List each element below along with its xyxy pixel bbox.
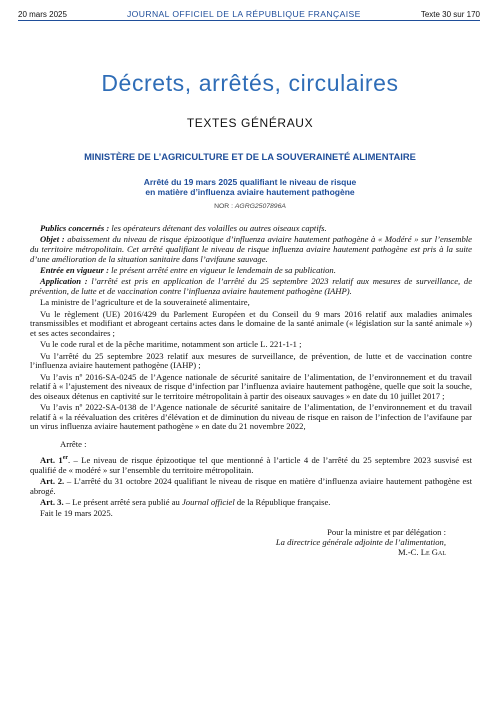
article-3-journal: Journal officiel: [181, 497, 235, 508]
visa-paragraph: Vu l’arrêté du 25 septembre 2023 relatif aux mesures de surveillance, de prévention, de lutte et de vaccination contre l’influenza aviaire hautement pathogène (IAHP) ;: [30, 350, 472, 371]
publics-text: les opérateurs détenant des volailles ou autres oiseaux captifs.: [109, 223, 327, 233]
publics-paragraph: [30, 224, 472, 234]
article-3: [30, 498, 472, 508]
article-1-label: Art. 1: [40, 455, 63, 466]
nor-reference: [0, 203, 500, 210]
page-header: [18, 9, 480, 19]
visa-paragraph: Vu le code rural et de la pêche maritime, notamment son article L. 221-1-1 ;: [40, 339, 302, 350]
header-divider: [18, 20, 480, 21]
visa-paragraph: Vu l’avis nº 2022-SA-0138 de l’Agence nationale de sécurité sanitaire de l’alimentation, de l’environnement et du travail relatif à « la réévaluation des critères d’élévation et de diminution du niveau de risque en raison de l’infection de l’avifaune par un virus influenza aviaire hautement pathogène » en date du 21 novembre 2022,: [30, 402, 472, 432]
application-paragraph: [30, 277, 472, 296]
article-1-sup: er: [62, 455, 69, 462]
signature-block: [30, 527, 472, 557]
article-2-text: – L’arrêté du 31 octobre 2024 qualifiant le niveau de risque en matière d’influenza aviaire hautement pathogène est abrogé.: [30, 476, 473, 496]
objet-text: abaissement du niveau de risque épizootique d’influenza aviaire hautement pathogène à « Modéré » sur l’ensemble du territoire métropolitain. Cet arrêté qualifiant le niveau de risque influenza aviaire hautement pathogène est pris à la suite d’une amélioration de la situation sanitaire dans l’avifaune sauvage.: [30, 234, 472, 264]
arrete-title-line-1: Arrêté du 19 mars 2025 qualifiant le niveau de risque: [143, 177, 357, 187]
journal-name: JOURNAL OFFICIEL DE LA RÉPUBLIQUE FRANÇAISE: [126, 9, 361, 19]
intro-paragraph: La ministre de l’agriculture et de la souveraineté alimentaire,: [40, 297, 250, 308]
arrete-title-line-2: en matière d’influenza aviaire hautement pathogène: [145, 187, 355, 197]
fait-le: Fait le 19 mars 2025.: [40, 508, 113, 519]
arrete-title: [0, 177, 500, 197]
signature-line-1: Pour la ministre et par délégation :: [327, 527, 446, 538]
entree-label: Entrée en vigueur :: [40, 264, 109, 275]
signature-line-2: La directrice générale adjointe de l’alimentation,: [275, 537, 446, 548]
article-3-post: de la République française.: [234, 497, 331, 508]
signature-initials: M.-C.: [398, 547, 421, 558]
arrete-word: Arrête :: [60, 438, 87, 449]
document-body: [30, 224, 472, 557]
entree-text: le présent arrêté entre en vigueur le lendemain de sa publication.: [109, 264, 336, 275]
article-2: [30, 477, 472, 496]
visa-paragraph: Vu l’avis nº 2016-SA-0245 de l’Agence nationale de sécurité sanitaire de l’alimentation, de l’environnement et du travail relatif à « l’ajustement des niveaux de risque d’infection par l’influenza aviaire hautement pathogène, quelle que soit la souche, des oiseaux détenus en captivité sur le territoire métropolitain à partir des oiseaux sauvages » en date du 10 juillet 2017 ;: [30, 371, 472, 401]
article-3-pre: – Le présent arrêté sera publié au: [63, 497, 182, 508]
article-1: [30, 454, 472, 475]
nor-value: AGRG2507896A: [234, 203, 286, 210]
application-text: l’arrêté est pris en application de l’arrêté du 25 septembre 2023 relatif aux mesures de surveillance, de prévention, de lutte et de vaccination contre l’influenza aviaire hautement pathogène (IAHP).: [30, 276, 473, 296]
nor-label: NOR :: [214, 203, 233, 210]
text-reference: Texte 30 sur 170: [420, 10, 480, 19]
publics-label: Publics concernés :: [40, 223, 110, 233]
visa-paragraph: Vu le règlement (UE) 2016/429 du Parlement Européen et du Conseil du 9 mars 2016 relatif aux maladies animales transmissibles et modifiant et abrogeant certains actes dans le domaine de la santé animale (« législation sur la santé animale ») et ses actes secondaires ;: [30, 308, 472, 338]
signature-name: [30, 547, 446, 557]
signature-surname: Le Gal: [420, 547, 446, 558]
page-title: Décrets, arrêtés, circulaires: [101, 70, 399, 96]
section-heading: TEXTES GÉNÉRAUX: [186, 116, 314, 130]
article-3-label: Art. 3.: [40, 497, 64, 508]
article-1-text: . – Le niveau de risque épizootique tel que mentionné à l’article 4 de l’arrêté du 25 septembre 2023 susvisé est qualifié de « modéré » sur l’ensemble du territoire métropolitain.: [30, 455, 473, 475]
objet-paragraph: [30, 235, 472, 264]
header-date: 20 mars 2025: [18, 10, 67, 19]
ministry-heading: MINISTÈRE DE L’AGRICULTURE ET DE LA SOUVERAINETÉ ALIMENTAIRE: [84, 151, 416, 162]
objet-label: Objet :: [40, 234, 65, 245]
entree-paragraph: [30, 266, 472, 276]
article-2-label: Art. 2.: [40, 476, 65, 487]
application-label: Application :: [40, 276, 88, 287]
